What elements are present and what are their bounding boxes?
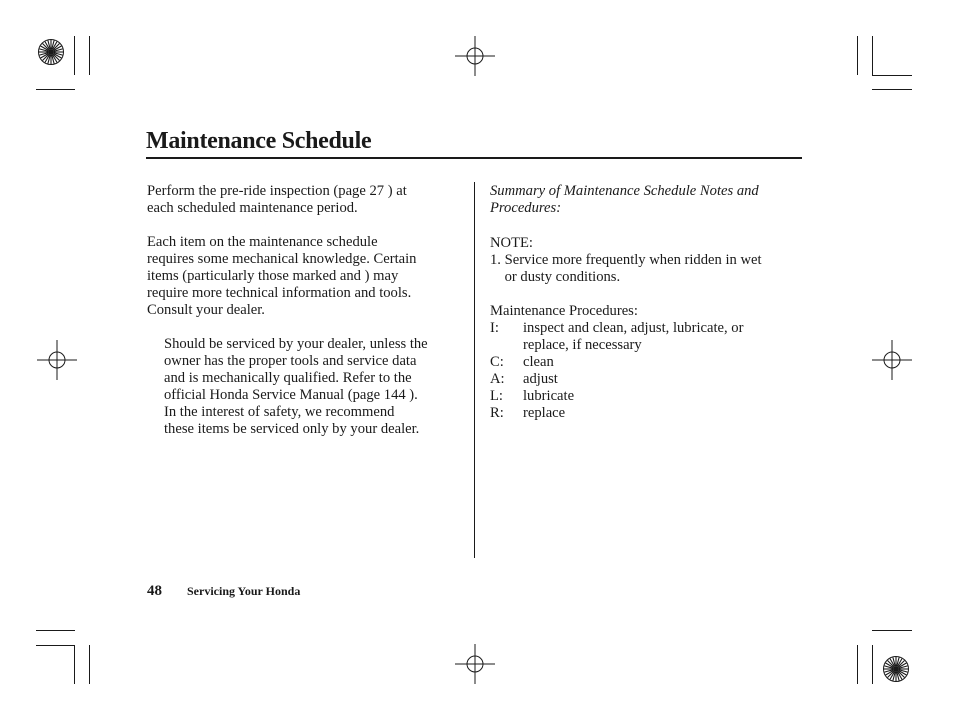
procedure-key: C:: [490, 354, 504, 370]
procedure-key: R:: [490, 405, 504, 421]
text-line: Summary of Maintenance Schedule Notes and: [490, 183, 759, 199]
section-label: Servicing Your Honda: [187, 584, 301, 598]
text-line: and is mechanically qualified. Refer to the: [164, 370, 412, 386]
crop-mark: [89, 645, 90, 684]
text-line: Procedures:: [490, 200, 562, 216]
procedure-key: I:: [490, 320, 499, 336]
intro-paragraph: [147, 183, 407, 217]
procedure-value: lubricate: [523, 388, 575, 404]
text-line: official Honda Service Manual (page 144 ).: [164, 387, 418, 403]
text-line: each scheduled maintenance period.: [147, 200, 358, 216]
crop-mark: [872, 36, 873, 75]
procedure-item: [490, 354, 800, 371]
dealer-service-paragraph: [164, 336, 428, 438]
column-divider: [474, 182, 475, 558]
crop-mark: [36, 630, 75, 631]
title-rule: [146, 157, 802, 159]
crop-mark: [872, 630, 912, 631]
text-line: require more technical information and tools.: [147, 285, 412, 301]
text-line: requires some mechanical knowledge. Certain: [147, 251, 417, 267]
crosshair-circle-icon: [455, 644, 495, 684]
crop-mark: [36, 89, 75, 90]
procedure-item-continued: [490, 337, 800, 354]
procedure-item: [490, 388, 800, 405]
crop-mark: [872, 645, 873, 684]
procedure-value: replace: [523, 405, 566, 421]
note-line: 1. Service more frequently when ridden in wet: [490, 252, 762, 268]
procedure-value: adjust: [523, 371, 558, 387]
note-label: NOTE:: [490, 235, 533, 251]
summary-heading: [490, 183, 759, 217]
procedure-key: A:: [490, 371, 505, 387]
procedure-item: [490, 405, 800, 422]
crop-mark: [36, 645, 75, 646]
procedures-label: Maintenance Procedures:: [490, 303, 638, 319]
text-line: items (particularly those marked and ) may: [147, 268, 399, 284]
page-title: Maintenance Schedule: [146, 128, 372, 154]
crop-mark: [872, 75, 912, 76]
crop-mark: [89, 36, 90, 75]
procedures-section: [490, 303, 800, 422]
crop-mark: [74, 645, 75, 684]
text-line: In the interest of safety, we recommend: [164, 404, 395, 420]
procedure-value: clean: [523, 354, 554, 370]
starburst-registration-icon: [37, 38, 65, 66]
text-line: these items be serviced only by your dealer.: [164, 421, 420, 437]
procedure-value: replace, if necessary: [523, 337, 642, 353]
text-line: Perform the pre-ride inspection (page 27 ) at: [147, 183, 407, 199]
note-line: or dusty conditions.: [490, 269, 621, 285]
text-line: Each item on the maintenance schedule: [147, 234, 378, 250]
crop-mark: [857, 36, 858, 75]
crosshair-circle-icon: [455, 36, 495, 76]
crop-mark: [74, 36, 75, 75]
text-line: Consult your dealer.: [147, 302, 265, 318]
procedure-item: [490, 320, 800, 337]
procedure-item: [490, 371, 800, 388]
crop-mark: [857, 645, 858, 684]
procedure-key: L:: [490, 388, 503, 404]
crop-mark: [872, 89, 912, 90]
starburst-registration-icon: [882, 655, 910, 683]
text-line: Should be serviced by your dealer, unless the: [164, 336, 428, 352]
page-number: 48: [147, 583, 162, 599]
text-line: owner has the proper tools and service data: [164, 353, 417, 369]
crosshair-circle-icon: [37, 340, 77, 380]
mechanical-knowledge-paragraph: [147, 234, 416, 319]
procedure-value: inspect and clean, adjust, lubricate, or: [523, 320, 744, 336]
note-section: [490, 235, 762, 286]
crosshair-circle-icon: [872, 340, 912, 380]
